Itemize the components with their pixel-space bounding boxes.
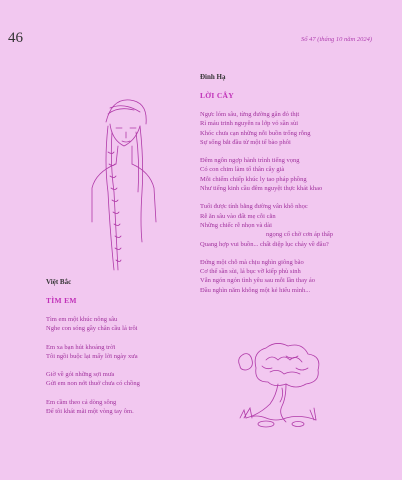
poem-line: Rỉ máu trinh nguyên ra lớp vỏ sần sùi: [200, 120, 299, 128]
poem-line: Như tiếng kinh cầu đêm nguyệt thực khát khao: [200, 185, 323, 193]
poem-line: Quang hợp vui buồn... chất diệp lục chảy về đâu?: [200, 240, 329, 248]
poem-line: ngọng cổ chờ cơn áp thấp: [266, 231, 333, 239]
poem-line: Để tôi khát mãi một vòng tay ôm.: [46, 408, 134, 416]
poem-line: Những chiếc rễ nhọn và dài: [200, 221, 272, 229]
poem-line: Đầu nghìn năm không một kẻ hiểu mình...: [200, 286, 311, 294]
poem-line: Mỗi chiếm chiếp khúc ly tao pháp phồng: [200, 175, 307, 183]
poem-line: Tuổi được tính bằng đường vân khô nhọc: [200, 203, 308, 211]
poem-line: Khóc chưa cạn những nỗi buồn trống rỗng: [200, 129, 311, 137]
stanza: [200, 258, 333, 295]
poem-line: Em cầm theo cả dòng sông: [46, 398, 117, 406]
poem-title: LỜI CÂY: [200, 91, 234, 100]
stanza: [46, 370, 140, 389]
poem-line: Rễ ăn sâu vào đất mẹ cỗi cằn: [200, 212, 276, 220]
poem-author: Đinh Hạ: [200, 73, 226, 81]
stanza: [200, 202, 333, 248]
issue-info: Số 47 (tháng 10 năm 2024): [301, 36, 372, 43]
poem-line: Đêm ngôn ngợp hành trình tiếng vọng: [200, 157, 300, 165]
poem-line: Nghe con sóng gầy chân cầu lả trôi: [46, 325, 138, 333]
stanza: [46, 398, 140, 417]
poem-line: Có con chim làm tổ thân cây già: [200, 166, 285, 174]
poem-line: Vẫn ngón ngón tình yêu sau mỗi lần thay áo: [200, 277, 315, 285]
stanza: [200, 156, 333, 193]
poem-author: Việt Bắc: [46, 278, 72, 286]
tree-illustration: [226, 338, 336, 428]
poem-line: Giờ về gói những sợi mưa: [46, 371, 115, 379]
poem-loi-cay: [200, 73, 333, 304]
stanza: [46, 315, 140, 334]
poem-title: TÌM EM: [46, 296, 77, 305]
poem-line: Ngực lóm sâu, từng đường gân đỏ thịt: [200, 111, 300, 118]
poem-line: Sự sống bắt đầu từ một tế bào phôi: [200, 138, 291, 146]
poem-line: Cơ thể sần sùi, lá bục vỡ kiếp phù sinh: [200, 268, 301, 276]
page-number: 46: [8, 30, 23, 46]
poem-tim-em: [46, 278, 140, 425]
poem-line: Tìm em một khúc nông sâu: [46, 316, 118, 323]
poem-line: Tôi ngồi buộc lại mấy lời ngày xưa: [46, 352, 138, 360]
poem-line: Đứng một chỗ mà chịu nghìn giông bão: [200, 258, 304, 266]
portrait-illustration: [84, 92, 162, 282]
stanza: [46, 343, 140, 362]
stanza: [200, 110, 333, 147]
poem-line: Gửi em non nớt thuở chưa có chồng: [46, 380, 140, 388]
poem-line: Em xa bạn hút khoảng trời: [46, 343, 116, 351]
